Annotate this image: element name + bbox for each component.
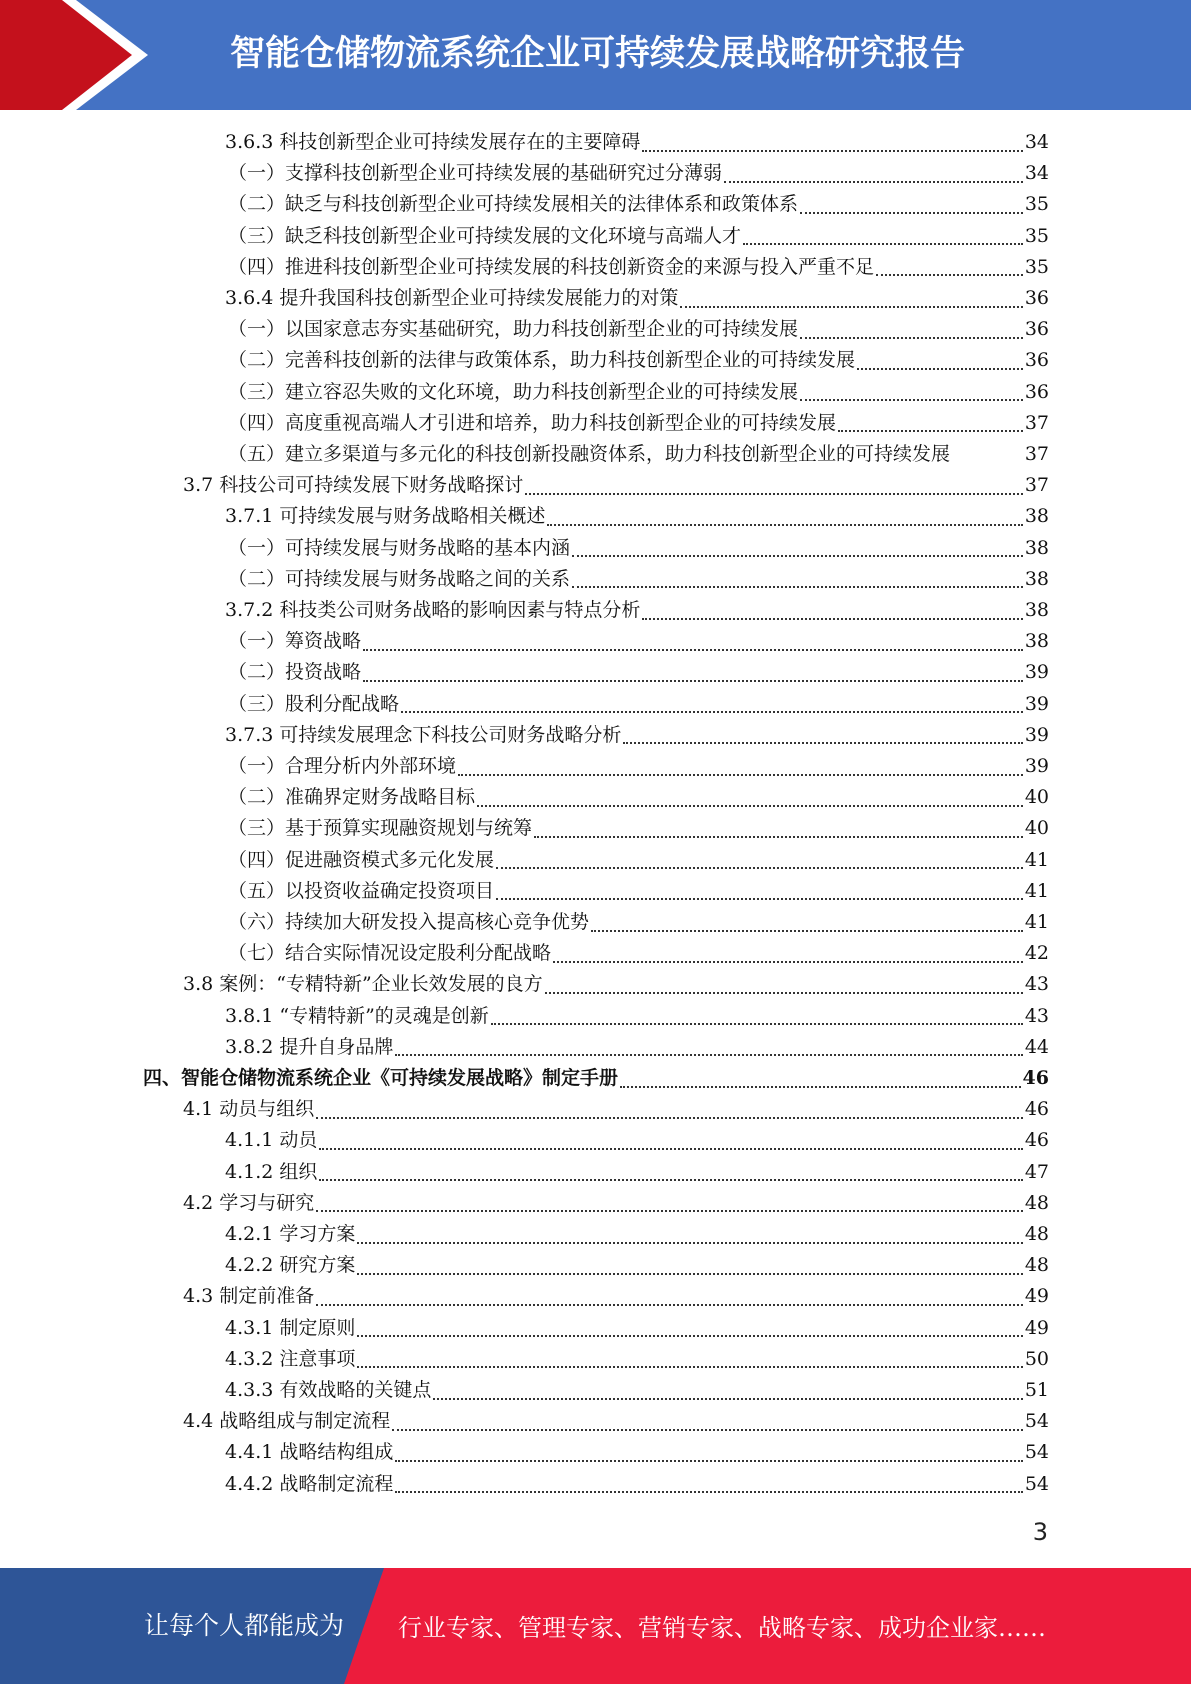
toc-entry[interactable] [228,626,1049,657]
toc-entry[interactable] [228,938,1049,969]
toc-dot-leader [458,774,1023,776]
toc-entry-page: 41 [1024,911,1049,933]
toc-entry-page: 37 [1024,411,1049,434]
toc-dot-leader [680,306,1022,308]
toc-entry-label: （四）促进融资模式多元化发展 [228,848,495,871]
toc-dot-leader [477,805,1023,807]
toc-entry-label: （一）可持续发展与财务战略的基本内涵 [228,536,571,559]
toc-entry-label: （三）基于预算实现融资规划与统筹 [228,817,533,840]
toc-entry-label: 4.4.1 战略结构组成 [225,1441,394,1464]
toc-entry-label: （二）投资战略 [228,661,362,684]
toc-entry-label: 4.3 制定前准备 [183,1285,315,1308]
toc-entry[interactable] [228,314,1049,345]
toc-entry-label: 4.1.1 动员 [225,1129,318,1152]
toc-entry-page: 46 [1024,1129,1049,1152]
toc-entry-page: 49 [1024,1285,1049,1308]
toc-entry[interactable] [225,1219,1049,1250]
toc-entry[interactable] [228,439,1049,470]
toc-entry-page: 36 [1024,287,1049,309]
toc-entry-label: （二）缺乏与科技创新型企业可持续发展相关的法律体系和政策体系 [228,193,799,216]
toc-entry-label: （五）以投资收益确定投资项目 [228,879,495,902]
toc-entry-page: 48 [1024,1223,1049,1245]
toc-dot-leader [357,1273,1022,1275]
toc-entry[interactable] [228,158,1049,189]
toc-entry[interactable] [228,533,1049,564]
toc-dot-leader [491,1023,1023,1025]
toc-entry-label: （四）高度重视高端人才引进和培养，助力科技创新型企业的可持续发展 [228,411,837,434]
toc-entry-label: 4.3.1 制定原则 [225,1316,356,1339]
toc-dot-leader [395,1491,1022,1493]
toc-dot-leader [319,1179,1022,1181]
toc-entry[interactable] [228,221,1049,252]
toc-dot-leader [395,1054,1022,1056]
toc-dot-leader [395,1460,1022,1462]
toc-entry-label: 3.8.2 提升自身品牌 [225,1035,394,1058]
toc-entry[interactable] [228,845,1049,876]
toc-dot-leader [401,711,1023,713]
toc-entry-label: 4.4.2 战略制定流程 [225,1472,394,1495]
toc-entry-label: 4.1 动员与组织 [183,1098,315,1121]
toc-dot-leader [363,649,1023,651]
toc-entry[interactable] [183,1188,1049,1219]
toc-entry[interactable] [225,283,1049,314]
toc-dot-leader [496,867,1023,869]
toc-entry-label: 3.6.3 科技创新型企业可持续发展存在的主要障碍 [225,131,641,153]
toc-dot-leader [800,212,1023,214]
toc-dot-leader [316,1304,1023,1306]
toc-entry-page: 50 [1024,1347,1049,1370]
toc-dot-leader [357,1242,1022,1244]
toc-entry-label: 3.8.1 “专精特新”的灵魂是创新 [225,1004,489,1027]
toc-entry-page: 51 [1024,1379,1049,1401]
toc-entry-page: 48 [1024,1254,1049,1277]
toc-entry[interactable] [225,1344,1049,1375]
toc-entry-page: 41 [1024,848,1049,871]
toc-entry-label: 3.7.3 可持续发展理念下科技公司财务战略分析 [225,723,622,746]
toc-dot-leader [572,555,1023,557]
toc-entry-page: 38 [1024,505,1049,528]
toc-entry-page: 39 [1024,755,1049,777]
toc-entry-page: 43 [1024,973,1049,996]
toc-entry-page: 36 [1024,380,1049,403]
toc-entry-label: （一）支撑科技创新型企业可持续发展的基础研究过分薄弱 [228,162,723,185]
toc-entry[interactable] [183,470,1049,501]
toc-entry-page: 40 [1024,786,1049,809]
toc-dot-leader [572,586,1023,588]
toc-entry[interactable] [225,1375,1049,1406]
toc-entry-page: 35 [1024,193,1049,216]
toc-entry-page: 44 [1024,1035,1049,1058]
toc-dot-leader [319,1148,1022,1150]
toc-entry-page: 38 [1024,630,1049,653]
toc-entry-page: 36 [1024,318,1049,341]
toc-entry[interactable] [228,408,1049,439]
toc-entry[interactable] [225,595,1049,626]
toc-entry-label: （四）推进科技创新型企业可持续发展的科技创新资金的来源与投入严重不足 [228,255,875,278]
toc-entry[interactable] [228,189,1049,220]
toc-entry[interactable] [225,127,1049,158]
toc-entry[interactable] [225,1125,1049,1156]
toc-entry[interactable] [225,1313,1049,1344]
toc-dot-leader [800,337,1023,339]
toc-dot-leader [743,243,1023,245]
toc-entry-label: （二）完善科技创新的法律与政策体系，助力科技创新型企业的可持续发展 [228,349,856,372]
toc-entry-label: （一）筹资战略 [228,630,362,653]
toc-dot-leader [800,399,1023,401]
toc-entry-page: 38 [1024,567,1049,590]
toc-entry[interactable] [225,1250,1049,1281]
toc-entry[interactable] [183,969,1049,1000]
toc-dot-leader [534,836,1023,838]
toc-entry-label: 4.1.2 组织 [225,1160,318,1183]
toc-entry-page: 42 [1024,942,1049,965]
toc-dot-leader [357,1335,1022,1337]
toc-dot-leader [553,961,1023,963]
toc-entry[interactable] [225,501,1049,532]
report-title: 智能仓储物流系统企业可持续发展战略研究报告 [230,34,966,74]
toc-entry-page: 34 [1024,131,1049,153]
toc-entry-label: （一）合理分析内外部环境 [228,755,457,777]
toc-entry-page: 54 [1024,1410,1049,1433]
toc-entry[interactable] [228,564,1049,595]
toc-entry-label: （三）建立容忍失败的文化环境，助力科技创新型企业的可持续发展 [228,380,799,403]
toc-dot-leader [545,992,1023,994]
toc-entry-page: 39 [1024,661,1049,684]
toc-entry[interactable] [225,1437,1049,1468]
toc-entry[interactable] [183,1406,1049,1437]
toc-dot-leader [392,1429,1023,1431]
toc-entry[interactable] [228,657,1049,688]
toc-entry[interactable] [228,377,1049,408]
toc-entry[interactable] [228,876,1049,907]
toc-entry-page: 34 [1024,162,1049,185]
page-header [0,0,1191,110]
toc-entry-page: 49 [1024,1316,1049,1339]
toc-dot-leader [525,493,1023,495]
toc-dot-leader [724,181,1023,183]
toc-entry-label: （六）持续加大研发投入提高核心竞争优势 [228,911,590,933]
toc-entry[interactable] [143,1063,1049,1094]
toc-entry-page: 36 [1024,349,1049,372]
toc-entry-page: 48 [1024,1191,1049,1214]
toc-entry[interactable] [225,1032,1049,1063]
toc-entry-page: 38 [1024,536,1049,559]
toc-entry[interactable] [228,345,1049,376]
toc-dot-leader [838,430,1023,432]
toc-entry-page: 46 [1022,1067,1049,1089]
toc-entry-label: （七）结合实际情况设定股利分配战略 [228,942,552,965]
toc-dot-leader [363,680,1023,682]
toc-entry-page: 54 [1024,1441,1049,1464]
toc-entry-label: 4.3.3 有效战略的关键点 [225,1379,432,1401]
toc-dot-leader [876,274,1023,276]
toc-entry[interactable] [225,1001,1049,1032]
toc-entry-label: 3.7.2 科技类公司财务战略的影响因素与特点分析 [225,599,641,621]
toc-entry-label: （一）以国家意志夯实基础研究，助力科技创新型企业的可持续发展 [228,318,799,341]
page-footer [0,1568,1191,1684]
toc-dot-leader [623,742,1022,744]
toc-dot-leader [433,1398,1022,1400]
toc-entry-label: 4.2 学习与研究 [183,1191,315,1214]
toc-entry-label: （三）股利分配战略 [228,692,400,715]
toc-dot-leader [316,1117,1023,1119]
toc-dot-leader [547,524,1022,526]
toc-entry-page: 39 [1024,723,1049,746]
toc-entry-label: 3.6.4 提升我国科技创新型企业可持续发展能力的对策 [225,287,679,309]
toc-entry-page: 43 [1024,1004,1049,1027]
toc-entry[interactable] [225,1157,1049,1188]
toc-entry[interactable] [183,1094,1049,1125]
toc-entry[interactable] [228,252,1049,283]
toc-entry-label: 4.3.2 注意事项 [225,1347,356,1370]
toc-entry-label: 3.7.1 可持续发展与财务战略相关概述 [225,505,546,528]
toc-dot-leader [642,150,1022,152]
toc-dot-leader [642,618,1022,620]
toc-entry-label: 4.2.2 研究方案 [225,1254,356,1277]
toc-entry[interactable] [225,1469,1049,1500]
toc-entry[interactable] [228,813,1049,844]
footer-slogan-right: 行业专家、管理专家、营销专家、战略专家、成功企业家…… [398,1614,1046,1642]
toc-entry-label: （五）建立多渠道与多元化的科技创新投融资体系，助力科技创新型企业的可持续发展 [228,443,951,465]
toc-entry-page: 47 [1024,1160,1049,1183]
toc-entry-page: 35 [1024,224,1049,247]
toc-entry-label: 3.7 科技公司可持续发展下财务战略探讨 [183,474,524,497]
toc-entry-label: （三）缺乏科技创新型企业可持续发展的文化环境与高端人才 [228,224,742,247]
toc-entry-label: 4.2.1 学习方案 [225,1223,356,1245]
toc-entry-page: 41 [1024,879,1049,902]
toc-entry-label: 4.4 战略组成与制定流程 [183,1410,391,1433]
toc-entry-page: 35 [1024,255,1049,278]
toc-entry[interactable] [183,1281,1049,1312]
toc-entry[interactable] [228,782,1049,813]
toc-entry-label: 四、智能仓储物流系统企业《可持续发展战略》制定手册 [143,1067,619,1089]
toc-dot-leader [857,368,1023,370]
footer-slogan-left: 让每个人都能成为 [144,1611,345,1640]
toc-entry-page: 39 [1024,692,1049,715]
toc-entry[interactable] [228,751,1049,782]
toc-entry[interactable] [228,689,1049,720]
toc-dot-leader [496,898,1023,900]
toc-entry-label: （二）准确界定财务战略目标 [228,786,476,809]
toc-dot-leader [591,930,1023,932]
toc-entry-page: 38 [1024,599,1049,621]
toc-dot-leader [620,1086,1021,1088]
toc-dot-leader [316,1210,1023,1212]
toc-dot-leader [357,1366,1022,1368]
page-number: 3 [1032,1518,1048,1546]
toc-entry-page: 37 [1024,443,1049,465]
toc-entry[interactable] [228,907,1049,938]
toc-entry-page: 40 [1024,817,1049,840]
toc-entry-page: 37 [1024,474,1049,497]
toc-entry-page: 46 [1024,1098,1049,1121]
toc-entry-page: 54 [1024,1472,1049,1495]
toc-entry-label: （二）可持续发展与财务战略之间的关系 [228,567,571,590]
toc-entry-label: 3.8 案例：“专精特新”企业长效发展的良方 [183,973,543,996]
toc-entry[interactable] [225,720,1049,751]
